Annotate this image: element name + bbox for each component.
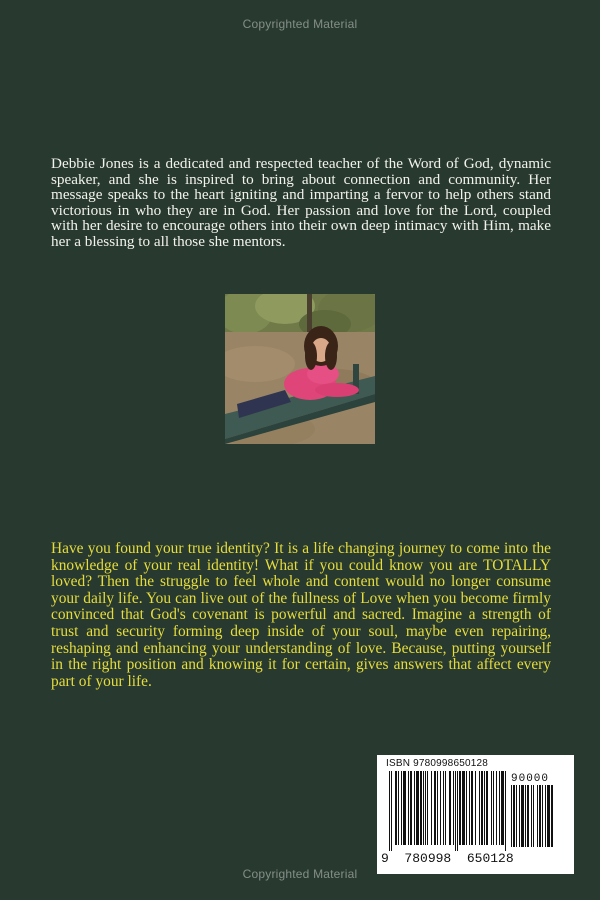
isbn-barcode	[377, 755, 574, 874]
barcode-bar	[531, 785, 532, 847]
barcode-bar	[537, 785, 538, 847]
barcode-addon-bars	[511, 785, 567, 851]
barcode-bar	[440, 771, 441, 845]
watermark-top: Copyrighted Material	[242, 17, 358, 31]
barcode-digits-left: 780998	[404, 851, 452, 866]
barcode-bar	[539, 785, 541, 847]
barcode-bar	[471, 771, 473, 845]
barcode-bar	[427, 771, 428, 845]
barcode-bar	[416, 771, 419, 845]
barcode-bar	[505, 771, 506, 851]
barcode-bar	[401, 771, 402, 845]
barcode-bar	[455, 771, 456, 851]
barcode-bars	[389, 771, 507, 853]
barcode-bar	[425, 771, 426, 845]
barcode-bar	[459, 771, 461, 845]
isbn-label: ISBN 9780998650128	[386, 758, 489, 769]
author-bio: Debbie Jones is a dedicated and respected teacher of the Word of God, dynamic speaker, and she is inspired to bring about connection and community. Her message speaks to the heart igniting and imparting a fervor to help others stand victorious in who they are in God. Her passion and love for the Lord, coupled with her desire to encourage others into their own deep intimacy with Him, make her a blessing to all those she mentors.	[51, 155, 551, 250]
barcode-bar	[453, 771, 454, 845]
barcode-bar	[395, 771, 397, 845]
barcode-bar	[511, 785, 512, 847]
barcode-bar	[479, 771, 480, 845]
barcode-bar	[499, 771, 500, 845]
barcode-bar	[443, 771, 444, 845]
barcode-bar	[493, 771, 494, 845]
barcode-bar	[389, 771, 390, 851]
barcode-bar	[466, 771, 467, 845]
barcode-bar	[469, 771, 470, 845]
barcode-bar	[457, 771, 458, 851]
watermark-bottom: Copyrighted Material	[242, 867, 358, 881]
barcode-bar	[423, 771, 424, 845]
barcode-bar	[484, 771, 485, 845]
book-blurb: Have you found your true identity? It is a life changing journey to come into the knowledge of your real identity! What if you could know you are TOTALLY loved? Then the struggle to feel whole and content would no longer consume your daily life. You can live out of the fullness of Love when you become firmly convinced that God's covenant is powerful and sacred. Imagine a strength of trust and security forming deep inside of your soul, maybe even repairing, reshaping and enhancing your understanding of love. Because, putting yourself in the right position and knowing it for certain, gives answers that affect every part of your life.	[51, 540, 551, 690]
barcode-bar	[486, 771, 488, 845]
barcode-bar	[445, 771, 446, 845]
barcode-bar	[542, 785, 543, 847]
barcode-bar	[431, 771, 432, 845]
barcode-bar	[398, 771, 399, 845]
barcode-bar	[462, 771, 465, 845]
price-code: 90000	[511, 773, 550, 785]
barcode-bar	[410, 771, 412, 845]
barcode-bar	[533, 785, 534, 847]
barcode-bar	[501, 771, 504, 845]
barcode-bar	[391, 771, 392, 851]
author-photo	[225, 294, 375, 444]
barcode-digits-right: 650128	[466, 851, 514, 866]
barcode-bar	[420, 771, 422, 845]
barcode-bar	[475, 771, 476, 845]
barcode-bar	[403, 771, 406, 845]
barcode-bar	[519, 785, 520, 847]
barcode-bar	[527, 785, 529, 847]
barcode-bar	[481, 771, 483, 845]
barcode-bar	[434, 771, 436, 845]
barcode-bar	[551, 785, 553, 847]
barcode-bar	[513, 785, 515, 847]
barcode-bar	[516, 785, 517, 847]
barcode-bar	[521, 785, 524, 847]
barcode-bar	[525, 785, 526, 847]
barcode-bar	[449, 771, 451, 845]
barcode-digits	[381, 851, 514, 866]
barcode-bar	[408, 771, 409, 845]
barcode-bar	[545, 785, 546, 847]
barcode-bar	[491, 771, 492, 845]
barcode-digit-lead: 9	[381, 851, 389, 866]
barcode-bar	[496, 771, 497, 845]
barcode-bar	[547, 785, 550, 847]
barcode-bar	[414, 771, 415, 845]
barcode-bar	[437, 771, 438, 845]
